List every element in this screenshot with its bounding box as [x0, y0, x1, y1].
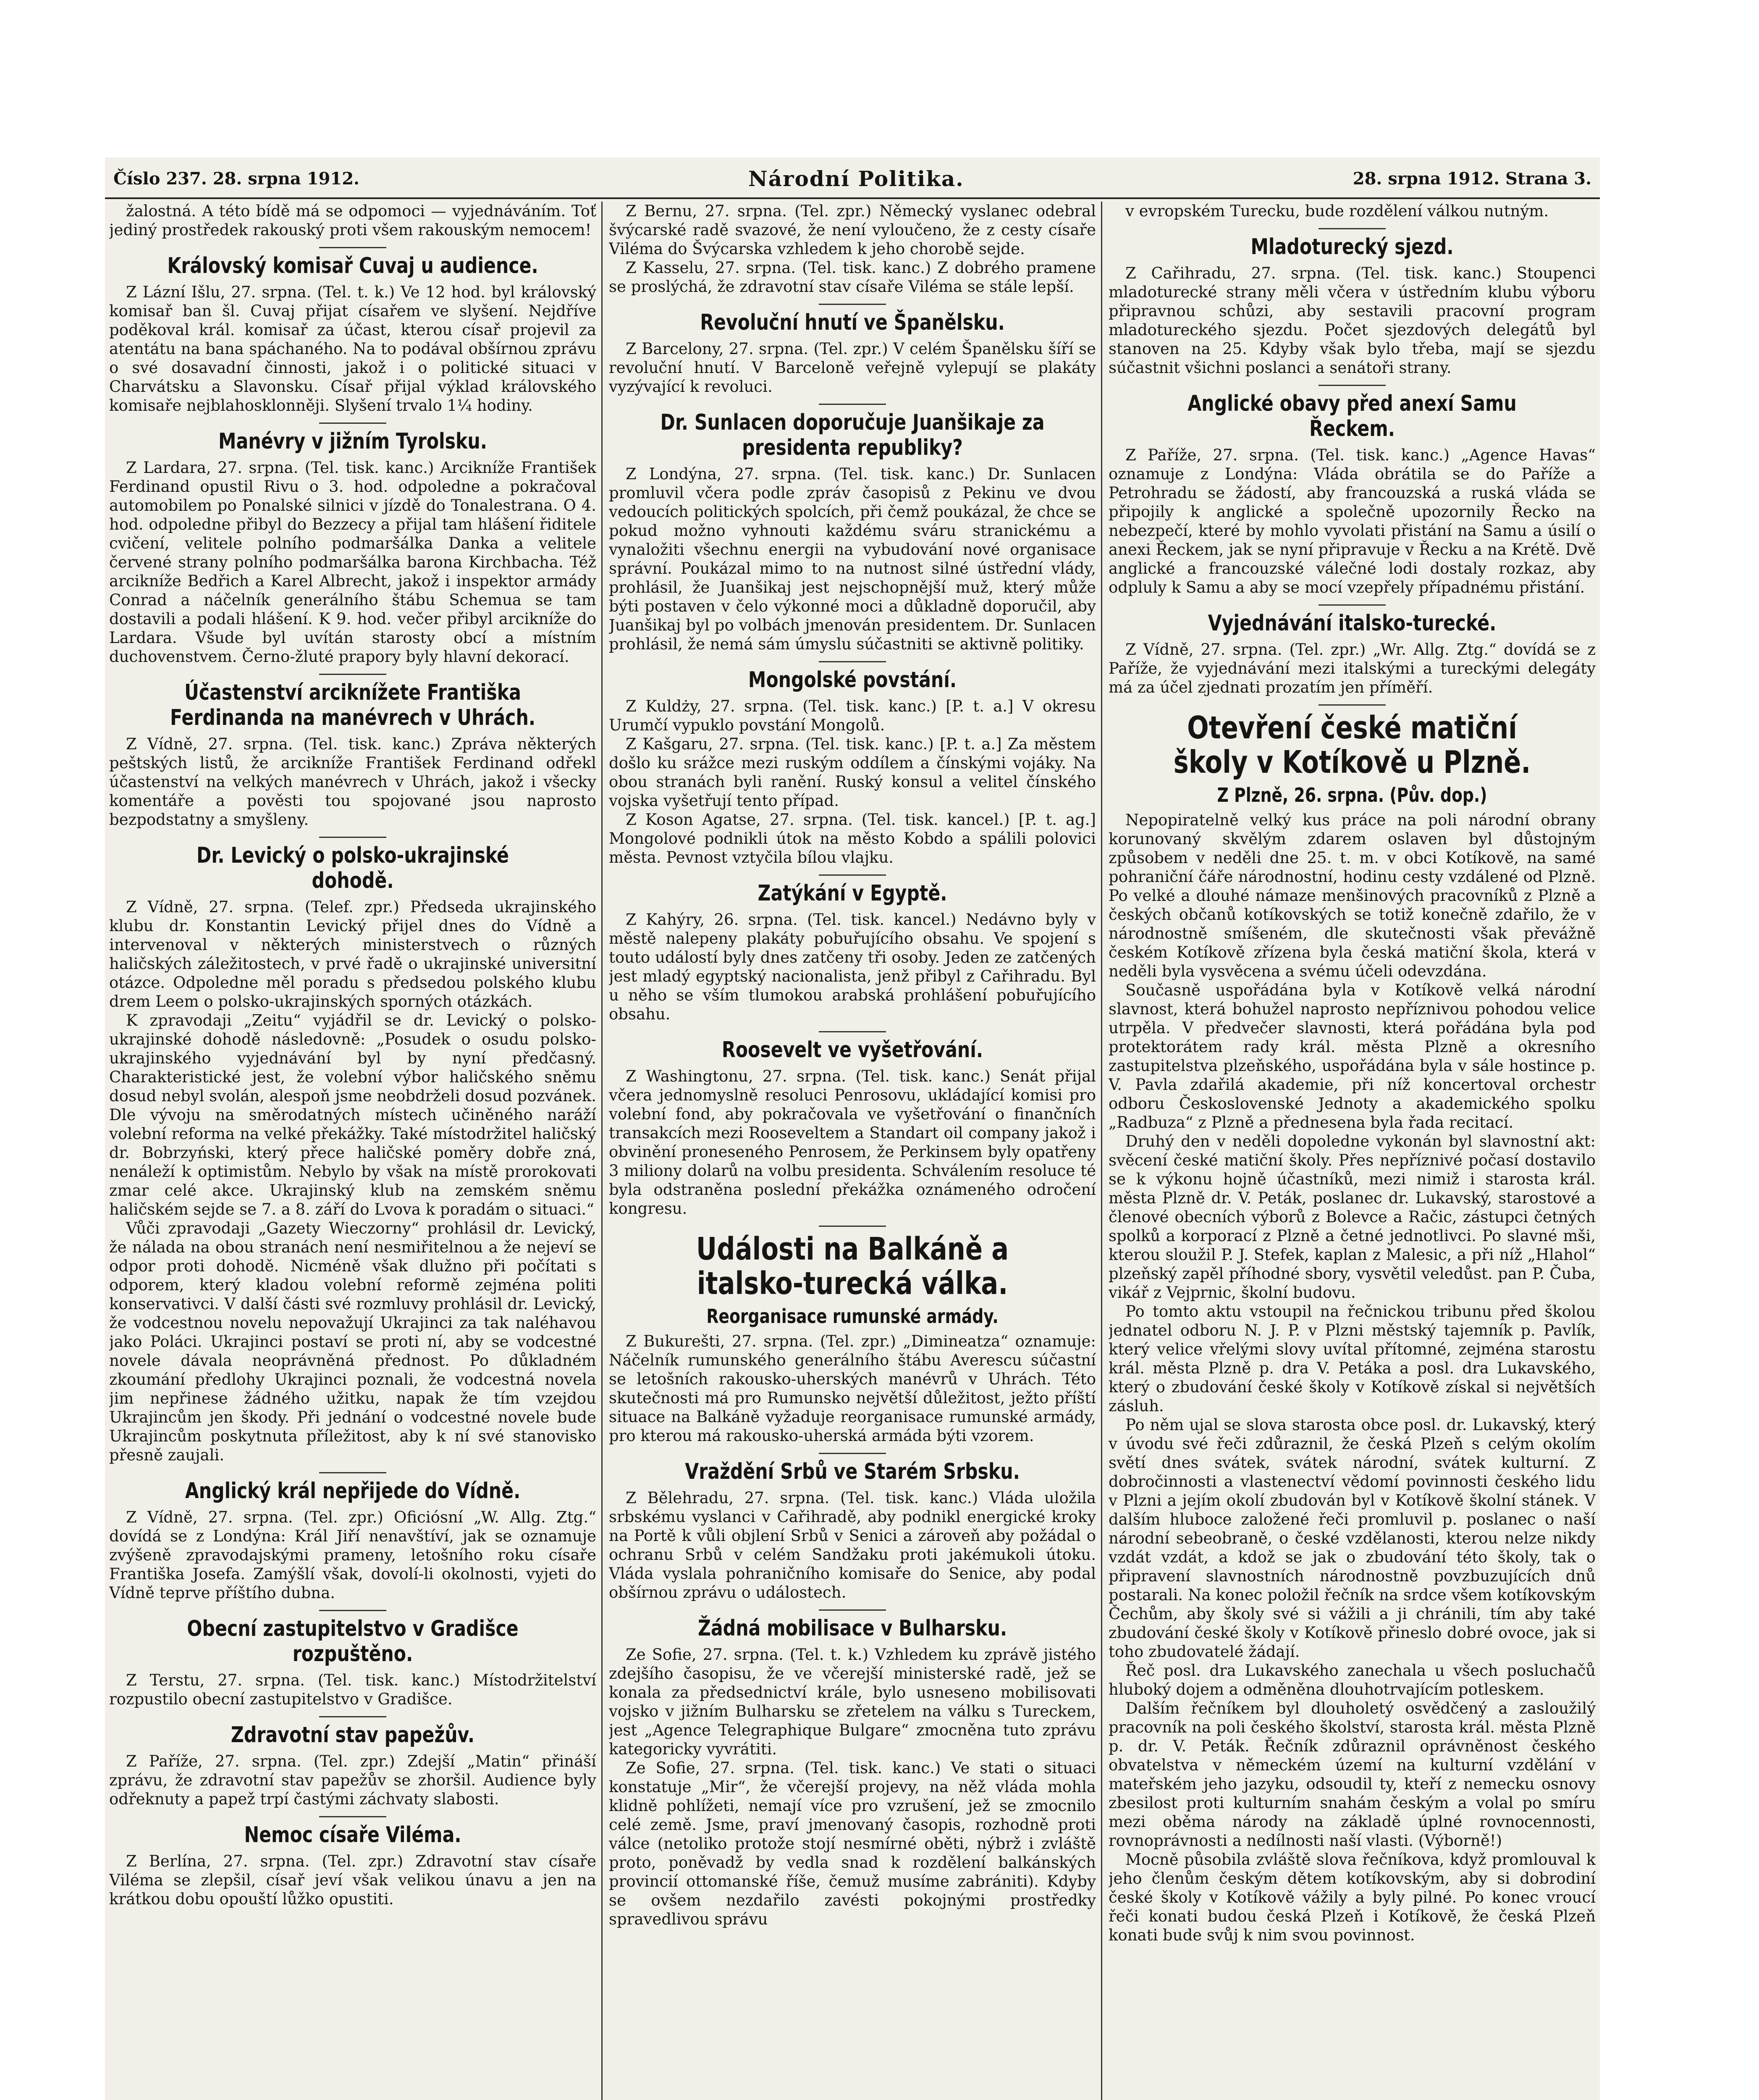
article-separator [819, 1453, 886, 1454]
article-paragraph: Řeč posl. dra Lukavského zanechala u všech posluchačů hluboký dojem a odměněna dlouhotrvajícím potleskem. [1109, 1662, 1596, 1698]
article-headline: Královský komisař Cuvaj u audience. [167, 253, 538, 278]
article-separator [819, 1226, 886, 1227]
article-separator [319, 674, 386, 675]
article-paragraph: Z Terstu, 27. srpna. (Tel. tisk. kanc.) Místodržitelství rozpustilo obecní zastupitelstvo v Gradišce. [109, 1671, 596, 1708]
article-paragraph: Druhý den v neděli dopoledne vykonán byl slavnostní akt: svěcení české matiční školy. Přes nepříznivé počasí dostavilo se k výkonu hojně účastníků, mezi nimiž i starosta král. města Plzně dr. V. Peták, poslanec dr. Lukavský, starostové a členové obecních výborů z Bolevce a Račic, zástupci četných spolků a korporací z Plzně a četné jednotlivci. Po slavné mši, kterou sloužil P. J. Stefek, kaplan z Malesic, a při níž „Hlahol“ plzeňský zapěl příhodné sbory, vysvětil veledůst. pan P. Čuba, vikář z Vejprnic, školní budovu. [1109, 1132, 1596, 1302]
article-paragraph: v evropském Turecku, bude rozdělení válkou nutným. [1125, 202, 1549, 220]
article-subheadline: Reorganisace rumunské armády. [706, 1305, 999, 1328]
article [109, 202, 596, 239]
article-headline: Anglický král nepřijede do Vídně. [185, 1478, 521, 1504]
article-separator [319, 1472, 386, 1473]
article-separator [319, 1816, 386, 1817]
article-headline: Vyjednávání italsko-turecké. [1208, 611, 1497, 636]
article-paragraph: Z Cařihradu, 27. srpna. (Tel. tisk. kanc.) Stoupenci mladoturecké strany měli včera v ústředním klubu výboru připravnou schůzi, aby sestavili pracovní program mladotureckého sjezdu. Počet sjezdových delegátů byl stanoven na 25. Kdyby však bylo třeba, mají se sjezdu súčastnit všichni poslanci a senátoři strany. [1109, 264, 1596, 377]
article-headline: Účastenství arciknížete Františka Ferdinanda na manévrech v Uhrách. [170, 680, 536, 730]
article-separator [819, 304, 886, 305]
article [1109, 202, 1596, 220]
article-separator [319, 247, 386, 248]
article-paragraph: Dalším řečníkem byl dlouholetý osvědčený a zasloužilý pracovník na poli českého školství, starosta král. města Plzně p. dr. V. Peták. Řečník zdůraznil oprávněnost českého obvatelstva v německém území na kulturní vzdělání v mateřském jeho jazyku, odsoudil ty, kteří z nemecku osnovy zbesilost proti kulturním snahám českým a volal po smíru mezi oběma národy na základě úplné rovnocennosti, rovnoprávnosti a nedílnosti naší vlasti. (Výborně!) [1109, 1699, 1596, 1850]
article-separator [319, 1610, 386, 1611]
column-1 [109, 202, 596, 2100]
article-headline: Vraždění Srbů ve Starém Srbsku. [685, 1459, 1020, 1484]
article-separator [819, 874, 886, 876]
article-headline: Roosevelt ve vyšetřování. [721, 1037, 983, 1063]
article [609, 1232, 1096, 1445]
article [609, 667, 1096, 867]
article [609, 1459, 1096, 1602]
article-paragraph: Z Bernu, 27. srpna. (Tel. zpr.) Německý vyslanec odebral švýcarské radě svazové, že není vyloučeno, že z cesty císaře Viléma do Švýcarska vzhledem k jeho chorobě sejde. [609, 202, 1096, 258]
article [609, 310, 1096, 396]
article-separator [1319, 385, 1386, 386]
article-separator [319, 837, 386, 838]
article-headline: Obecní zastupitelstvo v Gradišce rozpuštěno. [187, 1616, 519, 1667]
article-paragraph: Z Berlína, 27. srpna. (Tel. zpr.) Zdravotní stav císaře Viléma se zlepšil, císař jeví však velikou únavu a jen na krátkou dobu opouští lůžko opustiti. [109, 1852, 596, 1908]
article-paragraph: Z Kasselu, 27. srpna. (Tel. tisk. kanc.) Z dobrého pramene se proslýchá, že zdravotní stav císaře Viléma se stále lepší. [609, 259, 1096, 296]
article-paragraph: Z Kašgaru, 27. srpna. (Tel. tisk. kanc.) [P. t. a.] Za městem došlo ku srážce mezi ruským oddílem a čínskými vojáky. Na obou stranách byli ranění. Ruský konsul a velitel čínského vojska vyšetřují tento případ. [609, 735, 1096, 810]
article-paragraph: Z Washingtonu, 27. srpna. (Tel. tisk. kanc.) Senát přijal včera jednomyslně resoluci Penrosovu, ukládající komisi pro volební fond, aby pokračovala ve vyšetřování o finančních transakcích mezi Rooseveltem a Standart oil company jakož i obvinění proneseného Penrosem, že Perkinsem byly opatřeny 3 miliony dolarů na volbu presidenta. Schválením resoluce té byla odstraněna poslední překážka oznámeného odročení kongresu. [609, 1067, 1096, 1218]
article-paragraph: Ze Sofie, 27. srpna. (Tel. tisk. kanc.) Ve stati o situaci konstatuje „Mir“, že včerejší projevy, na něž vláda mohla klidně pohlížeti, nemají více pro vzrušení, jež se zmocnilo celé země. Jsme, praví jmenovaný časopis, rozhodně proti válce (netoliko protože stojí nesmírné oběti, nýbrž i zvláště proto, poněvadž by vedla snad k rozdělení balkánských provincií ottomanské říše, čemuž musíme zabrániti). Kdyby se ovšem nezdařilo zavésti pokojnými prostředky spravedlivou správu [609, 1759, 1096, 1928]
article [109, 253, 596, 415]
column-3 [1109, 202, 1596, 2100]
article-separator [819, 1031, 886, 1032]
article-separator [819, 1609, 886, 1611]
article-paragraph: Z Paříže, 27. srpna. (Tel. zpr.) Zdejší „Matin“ přináší zprávu, že zdravotní stav papežův se zhoršil. Audience byly odřeknuty a papež trpí častými záchvaty slabosti. [109, 1752, 596, 1808]
article-paragraph: Současně uspořádána byla v Kotíkově velká národní slavnost, která bohužel naprosto nepříznivou pohodou velice utrpěla. V předvečer slavnosti, která pořádána byla pod protektorátem rady král. města Plzně a okresního zastupitelstva plzeňského, uspořádána byla v sále hostince p. V. Pavla zdařilá akademie, při níž koncertoval orchestr odboru Československé Jednoty a akademického spolku „Radbuza“ z Plzně a přednesena byla řada recitací. [1109, 981, 1596, 1131]
article [1109, 391, 1596, 597]
article-paragraph: Z Barcelony, 27. srpna. (Tel. zpr.) V celém Španělsku šíří se revoluční hnutí. V Barceloně veřejně vylepují se plakáty vyzývající k revoluci. [609, 340, 1096, 396]
article [109, 843, 596, 1465]
article-paragraph: Z Vídně, 27. srpna. (Tel. zpr.) Oficiósní „W. Allg. Ztg.“ dovídá se z Londýna: Král Jiří nenavštíví, jak se oznamuje zvýšeně zpravodajskými prameny, letošního roku císaře Františka Josefa. Zamýšlí však, dovolí-li okolnosti, vyjeti do Vídně teprve příštího dubna. [109, 1508, 596, 1602]
article-headline: Události na Balkáně a italsko-turecká válka. [696, 1231, 1009, 1302]
column-divider [601, 202, 603, 2100]
article-paragraph: Ze Sofie, 27. srpna. (Tel. t. k.) Vzhledem ku zprávě jistého zdejšího časopisu, že ve včerejší ministerské radě, jež se konala za předsednictví krále, bylo usneseno mobilisovati vojsko v jižním Bulharsku se zřetelem na válku s Tureckem, jest „Agence Telegraphique Bulgare“ zmocněna tuto zprávu kategoricky vyvrátiti. [609, 1646, 1096, 1758]
article [609, 881, 1096, 1024]
article [109, 680, 596, 829]
issue-number: Číslo 237. 28. srpna 1912. [113, 168, 359, 189]
article-headline: Revoluční hnutí ve Španělsku. [700, 310, 1005, 335]
article-paragraph: Z Londýna, 27. srpna. (Tel. tisk. kanc.) Dr. Sunlacen promluvil včera podle zpráv časopisů z Pekinu ve dvou vedoucích politických spolcích, při čemž poukázal, že chce se pokud možno vyhnouti každému sváru stranickému a vynaložiti všechnu energii na vybudování nové organisace správní. Poukázal mimo to na nutnost silné ústřední vlády, prohlásil, že Juanšikaj jest nejschopnější muž, který může býti postaven v čelo výkonné moci a důkladně doporučil, aby Juanšikaj byl po volbách jmenován presidentem. Dr. Sunlacen prohlásil, že nemá sám úmyslu súčastniti se aktivně politiky. [609, 465, 1096, 653]
article-paragraph: Z Paříže, 27. srpna. (Tel. tisk. kanc.) „Agence Havas“ oznamuje z Londýna: Vláda obrátila se do Paříže a Petrohradu se žádostí, aby francouzská a ruská vláda se připojily k anglické a společně upozornily Řecko na nebezpečí, které by mohlo vyvolati přistání na Samu a úsilí o anexi Řeckem, jak se nyní připravuje v Řecku a na Krétě. Dvě anglické a francouzské válečné lodi dostaly rozkaz, aby odpluly k Samu a aby se mocí vzepřely případnému přistání. [1109, 446, 1596, 596]
article-separator [319, 1716, 386, 1717]
page-number: 28. srpna 1912. Strana 3. [1353, 168, 1591, 189]
article-paragraph: Z Kuldży, 27. srpna. (Tel. tisk. kanc.) [P. t. a.] V okresu Urumčí vypuklo povstání Mongolů. [609, 697, 1096, 734]
article-headline: Manévry v jižním Tyrolsku. [218, 429, 487, 454]
article-paragraph: Z Koson Agatse, 27. srpna. (Tel. tisk. kancel.) [P. t. ag.] Mongolové podnikli útok na město Kobdo a spálili polovici města. Pevnost vztyčila bílou vlajku. [609, 811, 1096, 866]
article [1109, 611, 1596, 697]
article-headline: Mongolské povstání. [748, 667, 957, 693]
article-paragraph: Vůči zpravodaji „Gazety Wieczorny“ prohlásil dr. Levický, že nálada na obou stranách není nesmiřitelnou a že nejeví se odpor proti dohodě. Nicméně však dlužno při počítati s odporem, který kladou volební reformě zejména politi konservativci. V další části své rozmluvy prohlásil dr. Levický, že vodcestnou novelu nepovažují Ukrajinci za tak naléhavou jako Poláci. Ukrajinci postaví se proti ní, aby se vodcestné novele dávala neoprávněná přednost. Po důkladném zkoumání předlohy Ukrajinci poznali, že vodcestná novela jim nepřinese žádného užitku, napak že tím vzejdou Ukrajincům jen škody. Při jednání o vodcestné novele bude Ukrajincům poskytnuta příležitost, aby k ní své stanovisko přesně zaujali. [109, 1219, 596, 1464]
column-2 [609, 202, 1096, 2100]
article [109, 1478, 596, 1602]
article-paragraph: Z Bělehradu, 27. srpna. (Tel. tisk. kanc.) Vláda uložila srbskému vyslanci v Cařihradě, aby podnikl energické kroky na Portě k vůli objlení Srbů v Senici a zároveň aby požádal o ochranu Srbů v celém Sandžaku proti jakémukoli útoku. Vláda vyslala pohraničního komisaře do Senice, aby podal obšírnou zprávu o událostech. [609, 1489, 1096, 1601]
article [609, 1037, 1096, 1218]
article-headline: Nemoc císaře Viléma. [244, 1822, 461, 1848]
article-paragraph: Po tomto aktu vstoupil na řečnickou tribunu před školou jednatel odboru N. J. P. v Plzni městský tajemník p. Pavlík, který velice vřelými slovy uvítal přítomné, zejména starostu král. města Plzně p. dra V. Petáka a posl. dra Lukavského, který o zbudování české školy v Kotíkově získal si největších zásluh. [1109, 1302, 1596, 1415]
article-headline: Otevření české matiční školy v Kotíkově u Plzně. [1173, 710, 1531, 780]
article-headline: Anglické obavy před anexí Samu Řeckem. [1188, 391, 1517, 441]
page-header [113, 164, 1591, 193]
article-separator [319, 423, 386, 424]
article-paragraph: Z Vídně, 27. srpna. (Telef. zpr.) Předseda ukrajinského klubu dr. Konstantin Levický přijel dnes do Vídně a intervenoval v některých ministerstvech o různých haličských záležitostech, v prvé řadě o ukrajinské universitní otázce. Odpoledne měl poradu s předsedou polského klubu drem Leem o polsko-ukrajinských sporných otázkách. [109, 898, 596, 1011]
article-headline: Zatýkání v Egyptě. [758, 881, 947, 906]
article-paragraph: Z Vídně, 27. srpna. (Tel. tisk. kanc.) Zpráva některých peštských listů, že arcikníže František Ferdinand odřekl účastenství na velkých manévrech v Uhrách, jakož i všecky komentáře a pověsti tou spojované jsou naprosto bezpodstatny a smyšleny. [109, 735, 596, 829]
article-subheadline: Z Plzně, 26. srpna. (Pův. dop.) [1217, 784, 1487, 806]
article-paragraph: žalostná. A této bídě má se odpomoci — vyjednáváním. Toť jediný prostředek rakouský proti všem rakouským nemocem! [109, 202, 596, 239]
article [609, 202, 1096, 296]
article-headline: Zdravotní stav papežův. [231, 1722, 475, 1748]
article [109, 429, 596, 666]
header-rule [105, 197, 1600, 199]
article-headline: Mladoturecký sjezd. [1250, 234, 1454, 260]
article-headline: Žádná mobilisace v Bulharsku. [697, 1616, 1007, 1641]
article-paragraph: Nepopiratelně velký kus práce na poli národní obrany korunovaný skvělým zdarem oslaven byl důstojným způsobem v neděli dne 25. t. m. v obci Kotíkově, na samé pohraniční čáře národnostní, hodinu cesty vzdálené od Plzně. Po velké a dlouhé námaze menšinových pracovníků z Plzně a českých občanů kotíkovských se totiž konečně zdařilo, že v národnostně smíšeném, dle skutečnosti však převážně českém Kotíkově zřízena byla česká matiční škola, která v neděli byla vysvěcena a svému účeli odevzdána. [1109, 811, 1596, 980]
column-divider [1101, 202, 1102, 2100]
article-paragraph: Z Kahýry, 26. srpna. (Tel. tisk. kancel.) Nedávno byly v městě nalepeny plakáty pobuřujícího obsahu. Ve spojení s touto událostí byly dnes zatčeny tři osoby. Jeden ze zatčených jest mladý egyptský nacionalista, jenž přibyl z Cařihradu. Byl u něho se vším tlumokou arabská prohlášení pobuřujícího obsahu. [609, 911, 1096, 1023]
article-paragraph: Z Vídně, 27. srpna. (Tel. zpr.) „Wr. Allg. Ztg.“ dovídá se z Paříže, že vyjednávání mezi italskými a tureckými delegáty má za účel zjednati prozatím jen příměří. [1109, 640, 1596, 696]
article-separator [1319, 604, 1386, 606]
article [609, 410, 1096, 654]
article-paragraph: K zpravodaji „Zeitu“ vyjádřil se dr. Levický o polsko-ukrajinské dohodě následovně: „Posudek o osudu polsko-ukrajinského vyjednávání byl by nyní předčasný. Charakteristické jest, že volební výbor haličského sněmu dosud nebyl svolán, alespoň jsme neobdrželi dosud pozvánek. Dle vývoju na směrodatných místech učiněného naráží volební reforma na velké překážky. Také místodržitel haličský dr. Bobrzyński, který přece haličské poměry dobře zná, nenáleží k optimistům. Nebylo by však na místě prorokovati zmar celé akce. Ukrajinský klub na zemském sněmu haličském sejde se 7. a 8. září do Lvova k poradám o situaci.“ [109, 1011, 596, 1218]
article [109, 1822, 596, 1908]
article-separator [819, 661, 886, 662]
article [1109, 234, 1596, 377]
article [109, 1722, 596, 1809]
article-paragraph: Z Lázní Išlu, 27. srpna. (Tel. t. k.) Ve 12 hod. byl královský komisař ban šl. Cuvaj přijat císařem ve slyšení. Nejdříve poděkoval král. komisař za účast, kterou císař projevil za atentátu na bana spáchaného. Na to podával obšírnou zprávu o své dosavadní činnosti, jakož i o politické situaci v Charvátsku a Slavonsku. Císař přijal výklad královského komisaře nejblahosklonněji. Slyšení trvalo 1¼ hodiny. [109, 283, 596, 415]
newspaper-page [105, 158, 1600, 2100]
article-paragraph: Z Lardara, 27. srpna. (Tel. tisk. kanc.) Arcikníže František Ferdinand opustil Rivu o 3. hod. odpoledne a pokračoval automobilem po Ponalské silnici v jízdě do Tonalestrana. O 4. hod. odpoledne přibyl do Bezzecy a přijal tam hlášení řiditele cvičení, velitele polního podmaršálka Danka a velitele červené strany polního podmaršálka barona Kirchbacha. Též arcikníže Bedřich a Karel Albrecht, jakož i inspektor armády Conrad a náčelník generálního štábu Schemua se tam dostavili a podali hlášení. K 9. hod. večer přibyl arcikníže do Lardara. Všude byl uvítán starosty obcí a místním duchovenstvem. Černo-žluté prapory byly hlavní dekorací. [109, 459, 596, 666]
article-separator [819, 404, 886, 405]
article-paragraph: Z Bukurešti, 27. srpna. (Tel. zpr.) „Dimineatza“ oznamuje: Náčelník rumunského generálního štábu Averescu súčastní se letošních rakousko-uherských manévrů v Uhrách. Této skutečnosti má pro Rumunsko největší důležitost, ježto příští situace na Balkáně vyžaduje reorganisace rumunské armády, pro kterou má rakousko-uherská armáda býti vzorem. [609, 1332, 1096, 1445]
article-paragraph: Po něm ujal se slova starosta obce posl. dr. Lukavský, který v úvodu své řeči zdůraznil, že česká Plzeň s celým okolím světí dnes svátek, svátek národní, svátek kulturní. Z dobročinnosti a vlastenectví vědomí povinnosti českého lidu v Plzni a jejím okolí zbudován byl v Kotíkově školní stánek. V dalším hluboce založené řeči promluvil p. poslanec o naší národní sebeobraně, o české vzdělanosti, kterou nelze nikdy vzdát vzdát, a kdož se jak o zbudování této školy, tak o připravení slavnostních národnostně povzbuzujících dnů postarali. Na konec položil řečník na srdce všem kotíkovským Čechům, aby školy své si vážili a ji chránili, tím aby také zbudování české školy v Kotíkově přineslo dobré ovoce, jak si toho zbudovatelé žádají. [1109, 1416, 1596, 1661]
article-headline: Dr. Levický o polsko-ukrajinské dohodě. [197, 843, 509, 893]
article-separator [1319, 228, 1386, 229]
article-separator [1319, 704, 1386, 706]
article-paragraph: Mocně působila zvláště slova řečníkova, když promlouval k jeho členům českým dětem kotíkovským, aby si dobrodiní české školy v Kotíkově vážily a byly pilné. Po konec vroucí řeči konati budou česká Plzeň i Kotíkově, že česká Plzeň konati bude svůj k nim svou povinnost. [1109, 1851, 1596, 1944]
article [609, 1616, 1096, 1929]
newspaper-title: Národní Politika. [748, 166, 964, 191]
article [1109, 711, 1596, 1945]
article-headline: Dr. Sunlacen doporučuje Juanšikaje za presidenta republiky? [660, 410, 1045, 460]
article [109, 1616, 596, 1709]
